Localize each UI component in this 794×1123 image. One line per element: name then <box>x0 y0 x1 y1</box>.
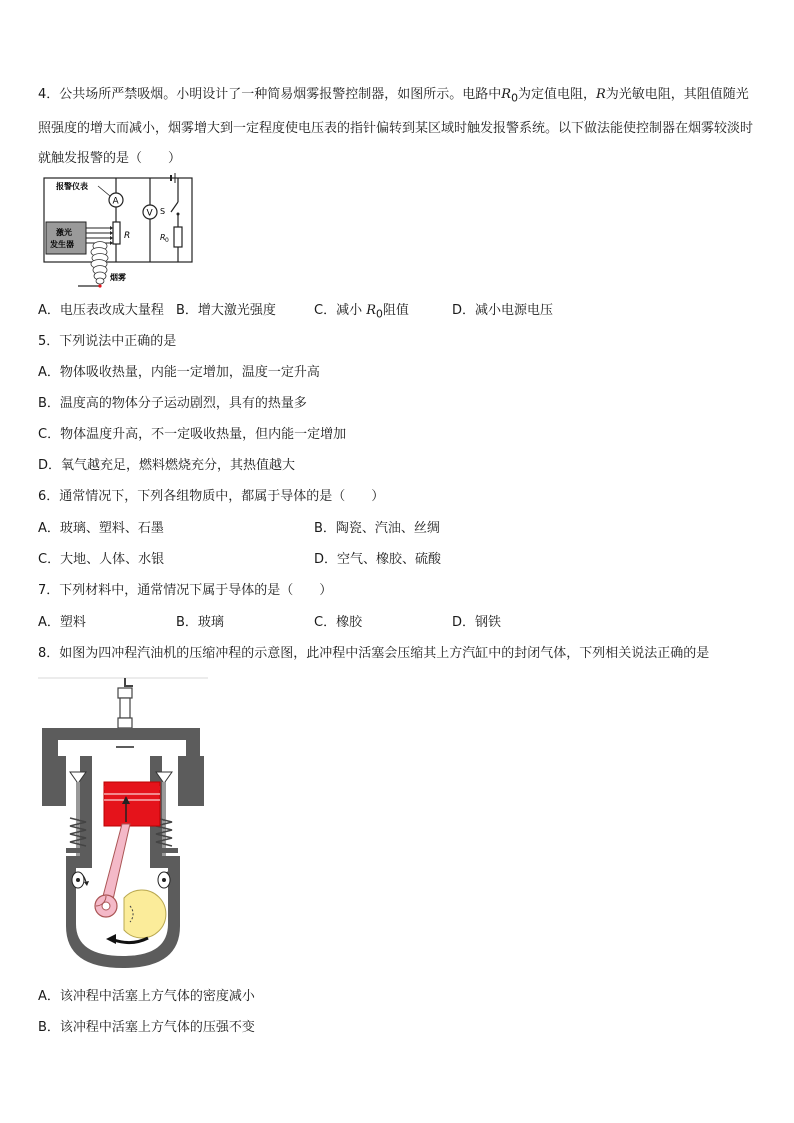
smoke-plume <box>91 242 108 285</box>
photoresistor-r <box>113 222 120 244</box>
smoke-label: 烟雾 <box>110 273 126 282</box>
q6-stem: 6．通常情况下，下列各组物质中，都属于导体的是（ ） <box>38 489 385 504</box>
svg-text:发生器: 发生器 <box>50 240 74 249</box>
fixed-resistor-r0 <box>174 227 182 247</box>
r0-subscript: 0 <box>511 91 518 105</box>
spark-plug <box>118 688 132 698</box>
switch-symbol <box>171 202 178 212</box>
q8-stem: 8．如图为四冲程汽油机的压缩冲程的示意图，此冲程中活塞会压缩其上方汽缸中的封闭气体，下列相关说法正确的是 <box>38 646 710 661</box>
q4-stem: 4．公共场所严禁吸烟。小明设计了一种简易烟雾报警控制器，如图所示。电路中$R_0$为定值电阻，R为光敏电阻，其阻值随光照强度的增大而减小，烟雾增大到一定程度使电压表的指针偏转到某区域时触发报警系统。以下做法能使控制器在烟雾较淡时就触发报警的是（ ） <box>38 87 754 166</box>
q7-option-b: B．玻璃 <box>176 615 224 630</box>
svg-text:0: 0 <box>165 237 169 244</box>
q5-option-b: B．温度高的物体分子运动剧烈，具有的热量多 <box>38 396 307 411</box>
q7-option-c: C．橡胶 <box>314 615 363 630</box>
q6-option-b: B．陶瓷、汽油、丝绸 <box>314 521 440 536</box>
svg-text:R: R <box>124 231 131 241</box>
four-stroke-engine-diagram <box>36 676 210 970</box>
q7-option-d: D．钢铁 <box>452 615 502 630</box>
smoke-alarm-circuit-diagram <box>40 172 198 296</box>
alarm-meter-label: 报警仪表 <box>56 182 88 191</box>
q6-option-c: C．大地、人体、水银 <box>38 552 165 567</box>
svg-text:R: R <box>160 233 166 242</box>
svg-text:V: V <box>146 208 153 219</box>
q4-option-b: B．增大激光强度 <box>176 303 276 318</box>
q4-option-d: D．减小电源电压 <box>452 303 554 318</box>
q5-option-d: D．氧气越充足，燃料燃烧充分，其热值越大 <box>38 458 296 473</box>
svg-text:A: A <box>112 196 119 207</box>
laser-generator <box>46 222 86 254</box>
q7-option-a: A．塑料 <box>38 615 86 630</box>
q5-option-a: A．物体吸收热量，内能一定增加，温度一定升高 <box>38 365 320 380</box>
q8-option-b: B．该冲程中活塞上方气体的压强不变 <box>38 1020 255 1035</box>
q7-stem: 7．下列材料中，通常情况下属于导体的是（ ） <box>38 583 333 598</box>
r0-symbol: R <box>501 87 512 102</box>
q4-option-c: C．减小 $R_0$阻值 <box>314 303 409 321</box>
q6-option-d: D．空气、橡胶、硫酸 <box>314 552 442 567</box>
crank-counterweight <box>124 890 166 938</box>
q5-stem: 5．下列说法中正确的是 <box>38 334 177 349</box>
q4-option-a: A．电压表改成大量程 <box>38 303 164 318</box>
r-symbol: R <box>595 87 606 102</box>
q8-option-a: A．该冲程中活塞上方气体的密度减小 <box>38 989 255 1004</box>
q5-option-c: C．物体温度升高，不一定吸收热量，但内能一定增加 <box>38 427 347 442</box>
svg-text:激光: 激光 <box>56 228 72 237</box>
svg-text:S: S <box>160 207 166 216</box>
q6-option-a: A．玻璃、塑料、石墨 <box>38 521 164 536</box>
